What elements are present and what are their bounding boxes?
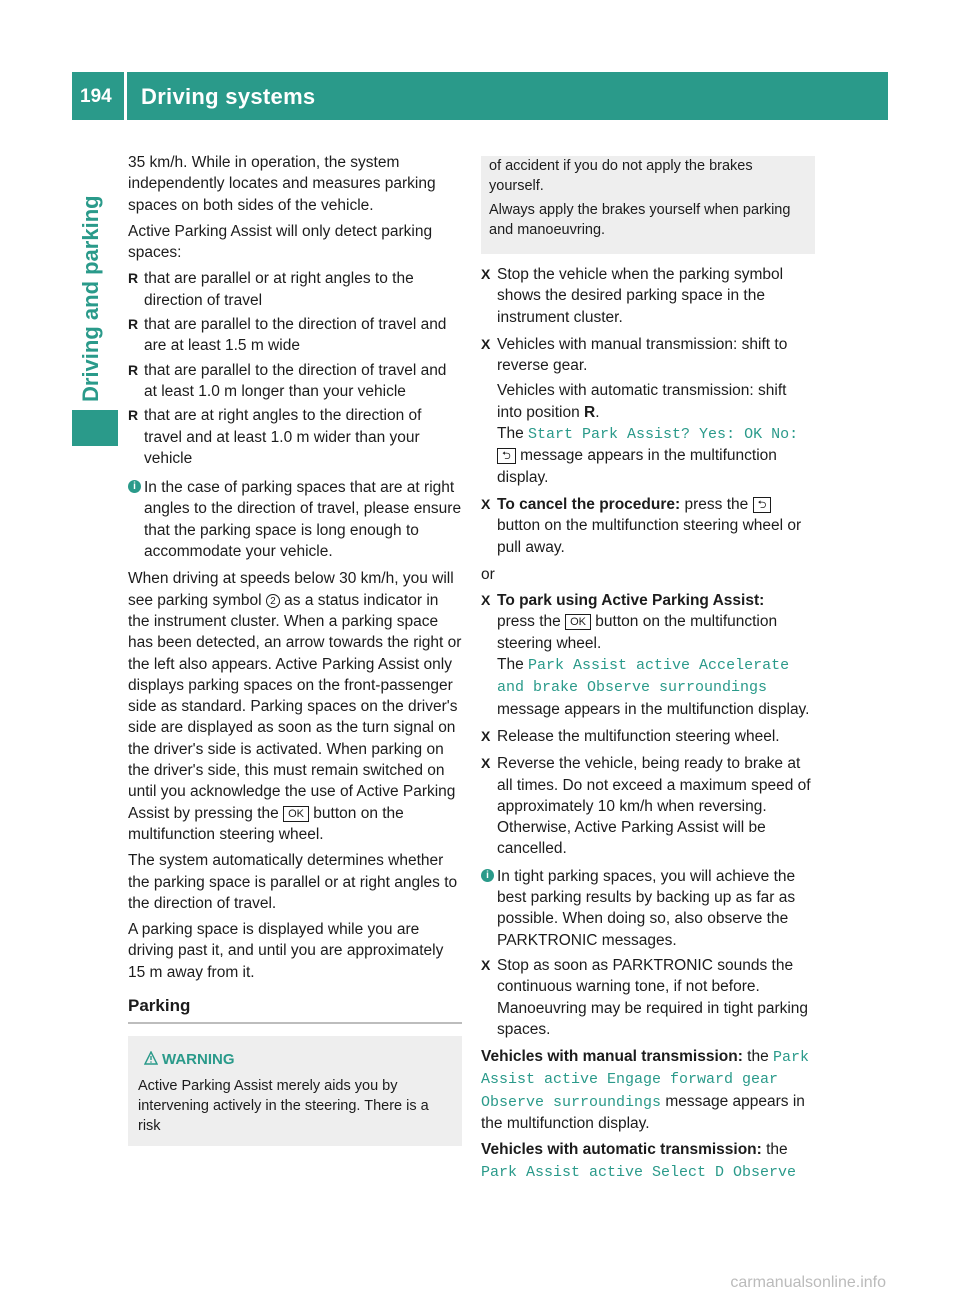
paragraph: 35 km/h. While in operation, the system independently locates and measures parking spaces on both sides of the vehicle. <box>128 154 436 214</box>
instruction-step: X Reverse the vehicle, being ready to brake at all times. Do not exceed a maximum speed of approximately 10 km/h when reversing. Otherwise, Active Parking Assist will be cancelled. <box>481 755 811 858</box>
list-item: R that are at right angles to the direction of travel and at least 1.0 m wider than your vehicle <box>128 407 422 467</box>
info-icon: i <box>128 480 141 493</box>
display-message: Park Assist active Accelerate and brake Observe surroundings <box>497 657 790 697</box>
instruction-step: X To park using Active Parking Assist: press the OK button on the multifunction steering wheel. The Park Assist active Accelerate and brake Observe surroundings message appears in the multifunction display. <box>481 592 810 718</box>
parking-symbol-icon: 2 <box>266 594 280 608</box>
list-item: R that are parallel to the direction of travel and at least 1.0 m longer than your vehicle <box>128 361 447 400</box>
warning-text: Active Parking Assist merely aids you by intervening actively in the steering. There is a risk <box>138 1078 429 1135</box>
side-tab-label: Driving and parking <box>78 195 103 402</box>
page-title: Driving systems <box>141 84 316 109</box>
instruction-step: X Release the multifunction steering wheel. <box>481 726 815 747</box>
warning-box <box>128 1036 462 1146</box>
paragraph: or <box>481 565 495 583</box>
back-button-icon: ⮌ <box>753 497 772 513</box>
paragraph: When driving at speeds below 30 km/h, you will see parking symbol 2 as a status indicator in the instrument cluster. When a parking space has been detected, an arrow towards the right or the left also appears. Active Parking Assist only displays parking spaces on the front-passenger side as standard. Parking spaces on the driver's side are displayed as soon as the turn signal on the driver's side is activated. When parking on the driver's side, this must remain switched on until you acknowledge the use of Active Parking Assist by pressing the OK button on the multifunction steering wheel. <box>128 570 462 843</box>
bullet-r-icon: R <box>128 361 139 378</box>
page-number: 194 <box>80 86 112 107</box>
warning-triangle-icon <box>144 1051 158 1065</box>
bullet-r-icon: R <box>128 407 139 424</box>
back-button-icon: ⮌ <box>497 448 516 464</box>
header-divider <box>124 72 127 120</box>
step-arrow-icon: X <box>481 727 491 744</box>
ok-button-icon: OK <box>565 614 591 630</box>
warning-box-continued <box>481 156 815 254</box>
list-item: R that are parallel to the direction of travel and are at least 1.5 m wide <box>128 316 447 355</box>
warning-text: of accident if you do not apply the brakes yourself. <box>489 158 753 194</box>
info-icon: i <box>481 869 494 882</box>
display-message: Park Assist active Select D Observe <box>481 1163 797 1181</box>
step-arrow-icon: X <box>481 266 491 282</box>
ok-button-icon: OK <box>283 806 309 822</box>
info-note: i In tight parking spaces, you will achieve the best parking results by backing up as far as possible. When doing so, also observe the PARKTRONIC messages. <box>481 866 815 951</box>
section-heading: Parking <box>128 995 462 1024</box>
instruction-step: X Vehicles with manual transmission: shift to reverse gear. Vehicles with automatic transmission: shift into position R. The Start Park Assist? Yes: OK No: ⮌ message appears in the multifunction display. <box>481 335 799 486</box>
paragraph: A parking space is displayed while you are driving past it, and until you are approximately 15 m away from it. <box>128 921 444 981</box>
paragraph: Vehicles with automatic transmission: the Park Assist active Select D Observe <box>481 1141 797 1181</box>
list-item: R that are parallel or at right angles to the direction of travel <box>128 270 414 309</box>
bullet-r-icon: R <box>128 270 139 287</box>
side-tab-marker <box>72 410 118 446</box>
warning-text: Always apply the brakes yourself when parking and manoeuvring. <box>489 202 791 238</box>
paragraph: Active Parking Assist will only detect parking spaces: <box>128 222 433 262</box>
bullet-r-icon: R <box>128 316 139 333</box>
instruction-step: X Stop as soon as PARKTRONIC sounds the continuous warning tone, if not before. Manoeuvring may be required in tight parking spaces. <box>481 956 809 1038</box>
paragraph: The system automatically determines whether the parking space is parallel or at right angles to the direction of travel. <box>128 852 458 912</box>
step-arrow-icon: X <box>481 956 491 973</box>
warning-title: WARNING <box>138 1050 452 1070</box>
paragraph: Vehicles with manual transmission: the Park Assist active Engage forward gear Observe surroundings message appears in the multifunction display. <box>481 1048 810 1132</box>
step-arrow-icon: X <box>481 495 491 512</box>
display-message: Start Park Assist? Yes: OK No: <box>528 426 799 444</box>
instruction-step: X To cancel the procedure: press the ⮌ button on the multifunction steering wheel or pull away. <box>481 495 802 556</box>
footer-watermark: carmanualsonline.info <box>730 1274 886 1291</box>
right-column <box>481 156 815 1188</box>
step-arrow-icon: X <box>481 335 491 352</box>
display-message: Park Assist active Engage forward gear Observe surroundings <box>481 1049 810 1111</box>
step-arrow-icon: X <box>481 592 491 609</box>
left-column <box>128 152 462 1146</box>
instruction-step: X Stop the vehicle when the parking symbol shows the desired parking space in the instrument cluster. <box>481 266 784 326</box>
step-arrow-icon: X <box>481 755 491 772</box>
info-note: i In the case of parking spaces that are at right angles to the direction of travel, please ensure that the parking space is long enough to accommodate your vehicle. <box>128 477 462 562</box>
